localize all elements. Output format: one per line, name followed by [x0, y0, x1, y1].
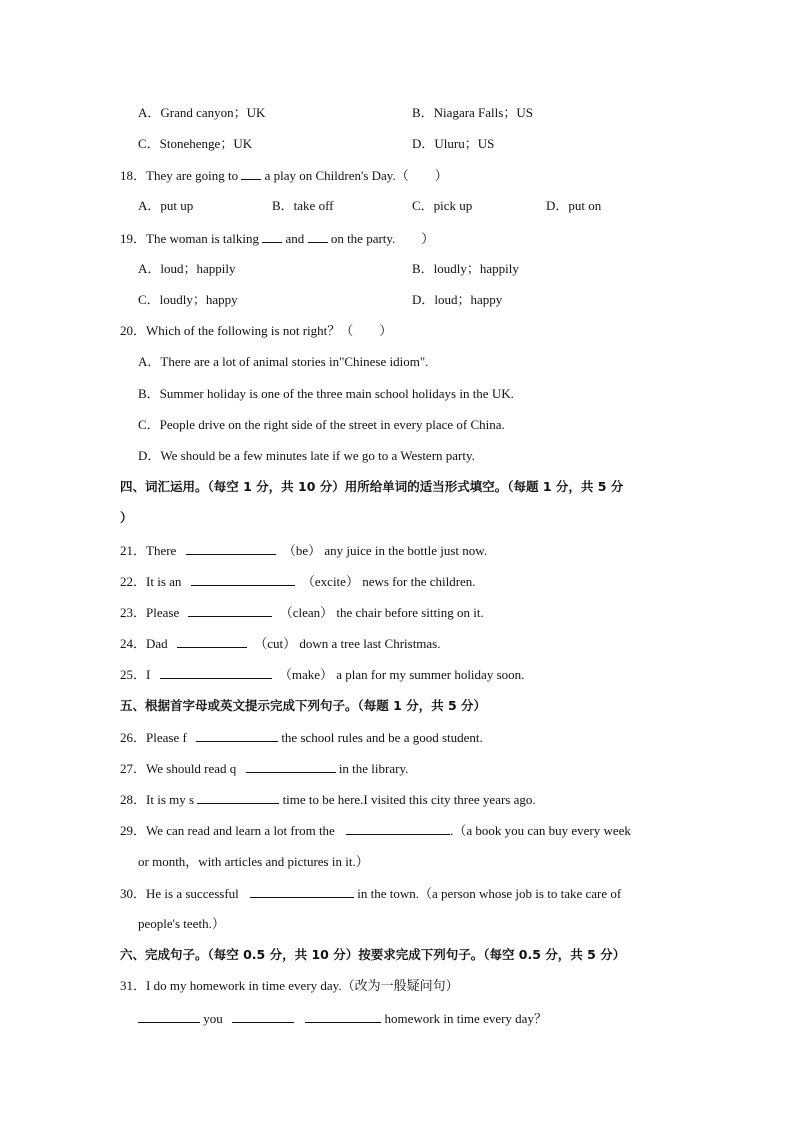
q17-option-a: A．Grand canyon；UK — [138, 105, 266, 120]
q30 — [120, 885, 621, 902]
q22-hint: （excite） — [301, 574, 359, 589]
q18-option-a: A．put up — [138, 198, 194, 213]
q28 — [120, 791, 536, 808]
q22-text-post: news for the children. — [362, 574, 476, 589]
q22-number: 22． — [120, 574, 147, 589]
q31-number: 31． — [120, 978, 147, 993]
q18-text-pre: They are going to — [146, 168, 239, 183]
q26-text-post: the school rules and be a good student. — [281, 730, 483, 745]
q29-continuation: or month，with articles and pictures in it.） — [138, 854, 369, 869]
q19-text-post: on the party. ） — [330, 231, 435, 246]
q18-option-b: B．take off — [272, 198, 334, 213]
q19-number: 19． — [120, 231, 147, 246]
q31-text-mid: you — [203, 1011, 223, 1026]
q24-text-post: down a tree last Christmas. — [299, 636, 441, 651]
q19-option-a: A．loud；happily — [138, 261, 236, 276]
q19-option-d: D．loud；happy — [412, 292, 503, 307]
q21-text-post: any juice in the bottle just now. — [324, 543, 488, 558]
section-6-title: 六、完成句子。（每空 0.5 分，共 10 分）按要求完成下列句子。（每空 0.5 分，共 5 分） — [120, 947, 626, 962]
q27-number: 27． — [120, 761, 147, 776]
q23-number: 23． — [120, 605, 147, 620]
q30-blank[interactable] — [250, 885, 354, 898]
q27 — [120, 760, 408, 777]
q29 — [120, 822, 631, 839]
q21-text-pre: There — [146, 543, 177, 558]
q20-option-b: B．Summer holiday is one of the three main school holidays in the UK. — [138, 386, 514, 401]
q23-text-post: the chair before sitting on it. — [336, 605, 484, 620]
q31-stem: I do my homework in time every day.（改为一般疑问句） — [146, 978, 459, 993]
q31-text-post: homework in time every day？ — [384, 1011, 547, 1026]
q18-option-d: D．put on — [546, 198, 602, 213]
q28-text-post: time to be here.I visited this city three years ago. — [282, 792, 536, 807]
q19-option-c: C．loudly；happy — [138, 292, 238, 307]
q22 — [120, 573, 476, 590]
q23-text-pre: Please — [146, 605, 180, 620]
q19-option-b: B．loudly；happily — [412, 261, 519, 276]
q18-number: 18． — [120, 168, 147, 183]
q28-number: 28． — [120, 792, 147, 807]
q24-number: 24． — [120, 636, 147, 651]
q22-text-pre: It is an — [146, 574, 182, 589]
q19-blank-1[interactable] — [262, 230, 282, 243]
q28-text-pre: It is my s — [146, 792, 195, 807]
q23 — [120, 604, 484, 621]
q30-text-pre: He is a successful — [146, 886, 239, 901]
q21 — [120, 542, 487, 559]
q17-option-c: C．Stonehenge；UK — [138, 136, 253, 151]
q25-blank[interactable] — [160, 666, 272, 679]
q31-answer-line — [138, 1010, 547, 1027]
q19-stem — [120, 230, 434, 247]
q25 — [120, 666, 524, 683]
q17-option-d: D．Uluru；US — [412, 136, 495, 151]
q28-blank[interactable] — [197, 791, 279, 804]
q22-blank[interactable] — [191, 573, 295, 586]
q18-text-post: a play on Children's Day.（ ） — [264, 168, 448, 183]
q19-text-pre: The woman is talking — [146, 231, 260, 246]
q29-text-post: .（a book you can buy every week — [450, 823, 631, 838]
q26-text-pre: Please f — [146, 730, 187, 745]
q20-option-d: D．We should be a few minutes late if we go to a Western party. — [138, 448, 475, 463]
q21-hint: （be） — [282, 543, 322, 558]
q31-blank-3[interactable] — [305, 1010, 381, 1023]
q21-blank[interactable] — [186, 542, 276, 555]
q20-option-a: A．There are a lot of animal stories in"Chinese idiom". — [138, 354, 429, 369]
q30-continuation: people's teeth.） — [138, 916, 225, 931]
q25-hint: （make） — [278, 667, 334, 682]
q18-option-c: C．pick up — [412, 198, 473, 213]
q25-number: 25． — [120, 667, 147, 682]
q31 — [120, 978, 459, 994]
q18-stem — [120, 167, 448, 184]
q19-blank-2[interactable] — [308, 230, 328, 243]
q21-number: 21． — [120, 543, 147, 558]
q29-blank[interactable] — [346, 822, 450, 835]
q26-number: 26． — [120, 730, 147, 745]
q29-text-pre: We can read and learn a lot from the — [146, 823, 335, 838]
q25-text-pre: I — [146, 667, 151, 682]
q25-text-post: a plan for my summer holiday soon. — [336, 667, 525, 682]
q17-option-b: B．Niagara Falls；US — [412, 105, 533, 120]
q31-blank-2[interactable] — [232, 1010, 294, 1023]
q29-number: 29． — [120, 823, 147, 838]
q20-stem: 20．Which of the following is not right？（ ） — [120, 323, 393, 338]
q27-text-post: in the library. — [338, 761, 409, 776]
q24-hint: （cut） — [254, 636, 297, 651]
q20-option-c: C．People drive on the right side of the street in every place of China. — [138, 417, 505, 432]
section-5-title: 五、根据首字母或英文提示完成下列句子。（每题 1 分，共 5 分） — [120, 698, 487, 713]
q24-blank[interactable] — [177, 635, 247, 648]
section-4-title: 四、词汇运用。（每空 1 分，共 10 分）用所给单词的适当形式填空。（每题 1 分，共 5 分 — [120, 479, 624, 494]
q31-blank-1[interactable] — [138, 1010, 200, 1023]
q24 — [120, 635, 441, 652]
section-4-title-cont: ） — [120, 510, 133, 525]
q26-blank[interactable] — [196, 729, 278, 742]
q27-text-pre: We should read q — [146, 761, 237, 776]
q30-number: 30． — [120, 886, 147, 901]
q19-text-mid: and — [285, 231, 305, 246]
q26 — [120, 729, 483, 746]
q18-blank[interactable] — [241, 167, 261, 180]
q23-hint: （clean） — [279, 605, 334, 620]
q23-blank[interactable] — [188, 604, 272, 617]
q24-text-pre: Dad — [146, 636, 168, 651]
q27-blank[interactable] — [246, 760, 336, 773]
q30-text-post: in the town.（a person whose job is to take care of — [357, 886, 622, 901]
